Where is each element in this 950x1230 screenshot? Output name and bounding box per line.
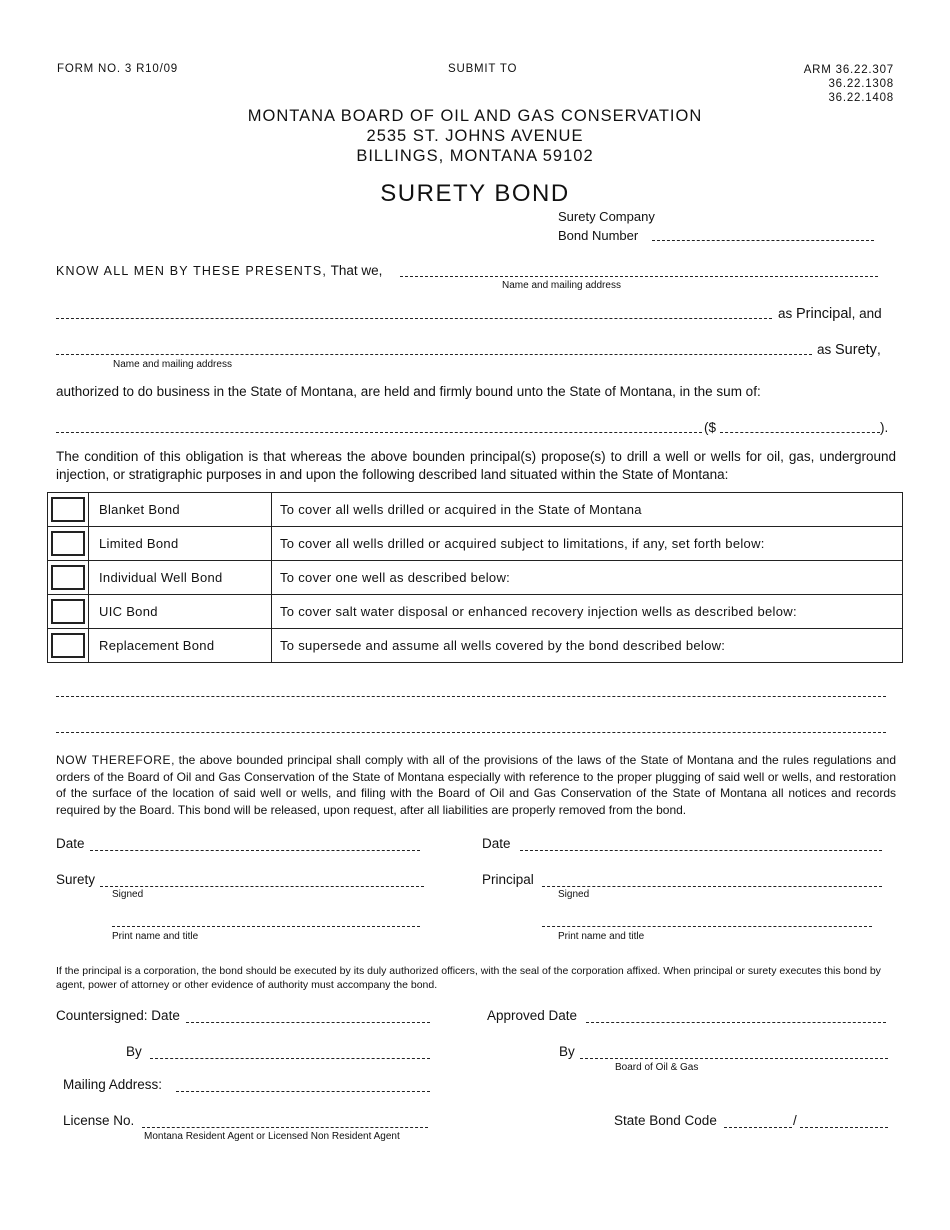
land-description-line-2[interactable] (56, 732, 886, 733)
surety-print-name-field[interactable] (112, 926, 420, 927)
arm-ref-1: ARM 36.22.307 (803, 64, 894, 76)
bond-checkbox-cell (48, 595, 89, 629)
principal-date-label: Date (482, 836, 511, 851)
bond-type-table (47, 492, 903, 663)
principal-print-hint: Print name and title (558, 931, 645, 942)
countersigned-by-field[interactable] (150, 1058, 430, 1059)
bond-description: To supersede and assume all wells covered by the bond described below: (272, 629, 903, 663)
principal-signature-field[interactable] (542, 886, 882, 887)
blanket-bond-checkbox[interactable] (51, 497, 85, 522)
corporation-note: If the principal is a corporation, the bond should be executed by its duly authorized officers, with the seal of the corporation affixed. When principal or surety executes this bond by agent, power of attorney or other evidence of authority must accompany the bond. (56, 965, 881, 991)
uic-bond-checkbox[interactable] (51, 599, 85, 624)
principal-print-name-field[interactable] (542, 926, 872, 927)
know-all-text: KNOW ALL MEN BY THESE PRESENTS, (56, 264, 328, 278)
surety-date-field[interactable] (90, 850, 420, 851)
countersigned-date-field[interactable] (186, 1022, 430, 1023)
as-surety-text (817, 342, 881, 358)
license-label: License No. (63, 1113, 135, 1128)
approved-date-label: Approved Date (487, 1008, 578, 1023)
individual-well-bond-checkbox[interactable] (51, 565, 85, 590)
principal-address-field[interactable] (56, 318, 772, 319)
form-number: FORM NO. 3 R10/09 (57, 63, 178, 75)
bond-description: To cover salt water disposal or enhanced recovery injection wells as described below: (272, 595, 903, 629)
bond-number-field[interactable] (652, 240, 874, 241)
now-therefore-text (56, 752, 896, 818)
bond-checkbox-cell (48, 527, 89, 561)
as-surety-prefix: as (817, 342, 836, 357)
as-principal-prefix: as (778, 306, 797, 321)
surety-name-field[interactable] (56, 354, 812, 355)
principal-word: Principal (796, 306, 852, 322)
mailing-address-label: Mailing Address: (63, 1077, 163, 1092)
countersigned-by-label: By (126, 1044, 142, 1059)
that-we-text: That we, (330, 263, 383, 278)
principal-date-field[interactable] (520, 850, 882, 851)
principal-signed-hint: Signed (558, 889, 590, 900)
bond-name: Blanket Bond (89, 493, 272, 527)
surety-word: Surety (835, 342, 877, 358)
condition-text: The condition of this obligation is that whereas the above bounden principal(s) propose(s) to drill a well or wells for oil, gas, underground injection, or stratigraphic purposes in and upon the following described land situated within the State of Montana: (56, 449, 896, 482)
as-principal-suffix: , and (851, 306, 882, 321)
board-hint: Board of Oil & Gas (615, 1062, 699, 1073)
sum-words-field[interactable] (56, 432, 702, 433)
bond-name: UIC Bond (89, 595, 272, 629)
principal-label: Principal (482, 872, 534, 887)
license-hint: Montana Resident Agent or Licensed Non Resident Agent (144, 1131, 400, 1142)
state-bond-code-separator: / (793, 1113, 797, 1128)
bond-name: Individual Well Bond (89, 561, 272, 595)
countersigned-label: Countersigned: Date (56, 1008, 180, 1023)
now-therefore-body: , the above bounded principal shall comply with all of the provisions of the laws of the State of Montana and the rules regulations and orders of the Board of Oil and Gas Conservation of the State of Montana especially with reference to the proper plugging of said well or wells, and restoration of the surface of the location of said well or wells, and filing with the Board of Oil and Gas Conservation of the State of Montana all notices and records required by the Board. This bond will be released, upon request, after all liabilities are properly removed from the bond. (56, 753, 897, 817)
bond-description: To cover all wells drilled or acquired subject to limitations, if any, set forth below: (272, 527, 903, 561)
bond-checkbox-cell (48, 561, 89, 595)
arm-ref-2: 36.22.1308 (828, 78, 894, 90)
submit-to: SUBMIT TO (448, 63, 518, 75)
surety-signed-hint: Signed (112, 889, 144, 900)
surety-date-label: Date (56, 836, 85, 851)
bond-row-blanket (48, 493, 903, 527)
authorized-text: authorized to do business in the State of Montana, are held and firmly bound unto the State of Montana, in the sum of: (56, 384, 761, 399)
mailing-address-field[interactable] (176, 1091, 430, 1092)
bond-name: Replacement Bond (89, 629, 272, 663)
bond-number-label: Bond Number (558, 228, 639, 243)
surety-name-hint: Name and mailing address (113, 359, 232, 370)
replacement-bond-checkbox[interactable] (51, 633, 85, 658)
agency-city: BILLINGS, MONTANA 59102 (356, 147, 594, 165)
bond-description: To cover one well as described below: (272, 561, 903, 595)
state-bond-code-label: State Bond Code (614, 1113, 717, 1128)
agency-name: MONTANA BOARD OF OIL AND GAS CONSERVATION (247, 107, 703, 125)
surety-signature-field[interactable] (100, 886, 424, 887)
agency-address (0, 106, 950, 166)
bond-row-replacement (48, 629, 903, 663)
limited-bond-checkbox[interactable] (51, 531, 85, 556)
bond-row-uic (48, 595, 903, 629)
sum-amount-field[interactable] (720, 432, 880, 433)
principal-name-field[interactable] (400, 276, 878, 277)
bond-row-limited (48, 527, 903, 561)
surety-print-hint: Print name and title (112, 931, 199, 942)
know-all-line (56, 263, 382, 278)
land-description-line-1[interactable] (56, 696, 886, 697)
amount-open: ($ (704, 420, 717, 435)
principal-name-hint: Name and mailing address (502, 280, 621, 291)
bond-row-individual (48, 561, 903, 595)
page-title: SURETY BOND (380, 180, 570, 207)
arm-references (804, 63, 894, 105)
bond-checkbox-cell (48, 629, 89, 663)
approved-date-field[interactable] (586, 1022, 886, 1023)
bond-checkbox-cell (48, 493, 89, 527)
arm-ref-3: 36.22.1408 (828, 92, 894, 104)
amount-close: ). (880, 420, 889, 435)
bond-description: To cover all wells drilled or acquired in the State of Montana (272, 493, 903, 527)
bond-name: Limited Bond (89, 527, 272, 561)
surety-label: Surety (56, 872, 96, 887)
license-field[interactable] (142, 1127, 428, 1128)
surety-company-label: Surety Company (558, 209, 655, 224)
as-principal-text (778, 306, 882, 322)
state-bond-code-field-2[interactable] (800, 1127, 888, 1128)
approved-by-field[interactable] (580, 1058, 888, 1059)
approved-by-label: By (559, 1044, 575, 1059)
now-therefore-lead: NOW THEREFORE (56, 753, 172, 767)
as-surety-suffix: , (876, 342, 881, 357)
state-bond-code-field-1[interactable] (724, 1127, 792, 1128)
agency-street: 2535 ST. JOHNS AVENUE (366, 127, 584, 145)
